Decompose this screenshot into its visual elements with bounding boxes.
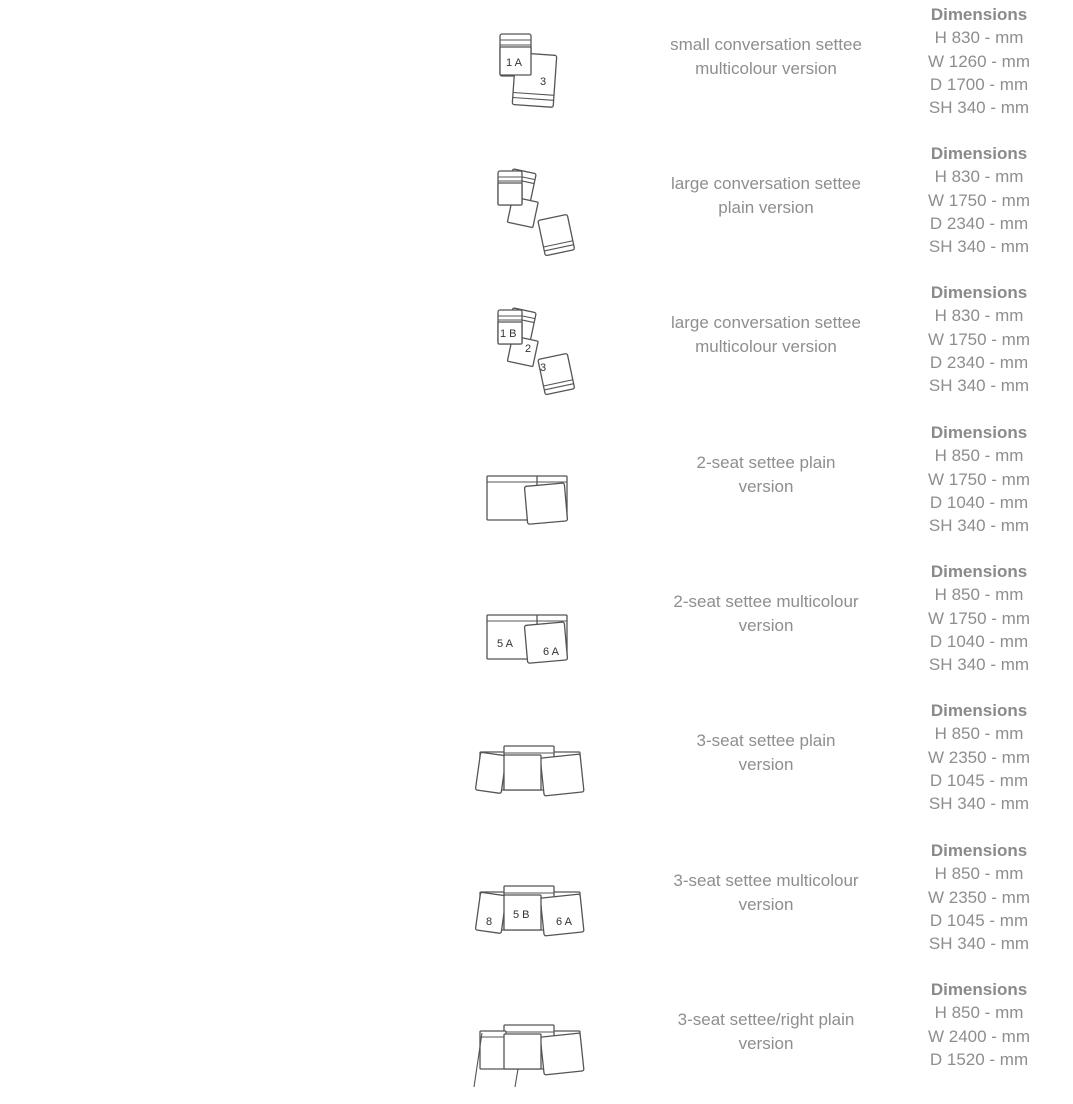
product-name	[655, 869, 877, 916]
product-name	[655, 311, 877, 358]
product-name-line: small conversation settee	[670, 35, 862, 54]
dimensions-heading: Dimensions	[930, 562, 1028, 581]
product-name-line: version	[738, 894, 794, 914]
dimension-seat-height: SH 340 - mm	[928, 376, 1030, 396]
dimension-height: H 830 - mm	[934, 167, 1024, 187]
dimension-depth: D 1045 - mm	[929, 770, 1029, 790]
product-name-line: 3-seat settee plain	[696, 731, 836, 750]
two-seat-settee-multicolour-icon	[470, 571, 590, 681]
dimensions-heading: Dimensions	[930, 841, 1028, 860]
dimension-depth: D 1520 - mm	[929, 1049, 1029, 1069]
dimensions-heading: Dimensions	[930, 283, 1028, 302]
product-name-line: large conversation settee	[671, 313, 861, 332]
product-name-line: plain version	[718, 197, 814, 217]
dimensions-heading: Dimensions	[930, 144, 1028, 163]
product-name-line: version	[738, 615, 794, 635]
dimension-width: W 2400 - mm	[927, 1026, 1031, 1046]
large-conversation-settee-multicolour-icon	[470, 292, 590, 402]
dimensions-block	[908, 978, 1050, 1071]
product-row	[0, 696, 1073, 835]
dimension-height: H 850 - mm	[934, 864, 1024, 884]
section-label: 1 A	[506, 57, 522, 69]
product-name-line: 2-seat settee multicolour	[673, 592, 859, 611]
section-label: 6 A	[556, 916, 572, 928]
dimension-depth: D 2340 - mm	[929, 352, 1029, 372]
product-name-line: multicolour version	[695, 336, 837, 356]
section-label: 3	[540, 76, 547, 88]
dimension-depth: D 2340 - mm	[929, 213, 1029, 233]
dimension-width: W 1750 - mm	[927, 190, 1031, 210]
product-name-line: large conversation settee	[671, 174, 861, 193]
dimension-height: H 830 - mm	[934, 28, 1024, 48]
section-label: 6 A	[543, 646, 559, 658]
three-seat-settee-multicolour-icon	[470, 850, 590, 960]
section-label: 8	[486, 916, 493, 928]
dimensions-heading: Dimensions	[930, 701, 1028, 720]
dimension-height: H 830 - mm	[934, 306, 1024, 326]
dimension-seat-height: SH 340 - mm	[928, 98, 1030, 118]
product-row	[0, 557, 1073, 696]
dimension-seat-height: SH 340 - mm	[928, 655, 1030, 675]
section-label: 5 A	[497, 638, 513, 650]
product-name	[655, 33, 877, 80]
dimension-height: H 850 - mm	[934, 446, 1024, 466]
product-name-line: version	[738, 476, 794, 496]
product-name	[655, 172, 877, 219]
dimensions-block	[908, 3, 1050, 119]
product-row	[0, 975, 1073, 1073]
dimensions-block	[908, 281, 1050, 397]
dimension-width: W 1260 - mm	[927, 51, 1031, 71]
product-row	[0, 0, 1073, 139]
large-conversation-settee-plain-icon	[470, 153, 590, 263]
dimension-width: W 2350 - mm	[927, 747, 1031, 767]
product-name-line: 2-seat settee plain	[696, 453, 836, 472]
dimensions-block	[908, 560, 1050, 676]
product-name	[655, 1008, 877, 1055]
dimension-height: H 850 - mm	[934, 1003, 1024, 1023]
dimensions-block	[908, 839, 1050, 955]
dimension-width: W 1750 - mm	[927, 608, 1031, 628]
dimension-height: H 850 - mm	[934, 724, 1024, 744]
product-name-line: 3-seat settee multicolour	[673, 871, 859, 890]
dimensions-heading: Dimensions	[930, 5, 1028, 24]
dimension-seat-height: SH 340 - mm	[928, 934, 1030, 954]
section-label: 5 B	[513, 909, 530, 921]
small-conversation-settee-multicolour-icon	[470, 14, 590, 124]
dimensions-heading: Dimensions	[930, 980, 1028, 999]
dimension-seat-height: SH 340 - mm	[928, 516, 1030, 536]
product-row	[0, 836, 1073, 975]
dimension-width: W 2350 - mm	[927, 887, 1031, 907]
product-name	[655, 590, 877, 637]
product-name	[655, 451, 877, 498]
three-seat-settee-right-plain-icon	[470, 989, 590, 1087]
dimension-depth: D 1700 - mm	[929, 74, 1029, 94]
product-name-line: version	[738, 754, 794, 774]
product-name-line: version	[738, 1033, 794, 1053]
dimension-seat-height: SH 340 - mm	[928, 794, 1030, 814]
two-seat-settee-plain-icon	[470, 432, 590, 542]
section-label: 3	[540, 362, 547, 374]
dimensions-block	[908, 699, 1050, 815]
dimension-seat-height: SH 340 - mm	[928, 237, 1030, 257]
dimensions-block	[908, 142, 1050, 258]
dimension-depth: D 1045 - mm	[929, 910, 1029, 930]
section-label: 1 B	[500, 328, 517, 340]
product-name-line: multicolour version	[695, 58, 837, 78]
dimension-width: W 1750 - mm	[927, 329, 1031, 349]
product-name-line: 3-seat settee/right plain	[677, 1010, 855, 1029]
dimension-depth: D 1040 - mm	[929, 631, 1029, 651]
dimension-depth: D 1040 - mm	[929, 492, 1029, 512]
dimensions-heading: Dimensions	[930, 423, 1028, 442]
product-row	[0, 278, 1073, 417]
dimension-height: H 850 - mm	[934, 585, 1024, 605]
product-row	[0, 139, 1073, 278]
section-label: 2	[525, 343, 532, 355]
dimension-width: W 1750 - mm	[927, 469, 1031, 489]
product-row	[0, 418, 1073, 557]
product-name	[655, 729, 877, 776]
dimensions-block	[908, 421, 1050, 537]
three-seat-settee-plain-icon	[470, 710, 590, 820]
